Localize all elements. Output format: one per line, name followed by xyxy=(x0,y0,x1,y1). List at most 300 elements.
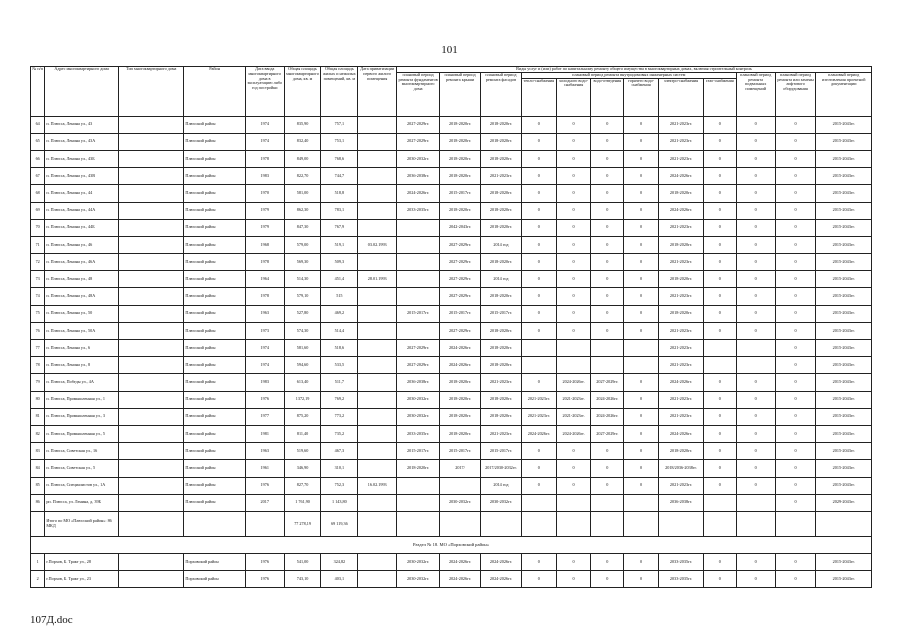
cell-year: 1976 xyxy=(245,554,284,571)
cell-n: 72 xyxy=(31,254,45,271)
cell-found: 2027-2029гг. xyxy=(397,116,440,133)
cell-n: 86 xyxy=(31,494,45,511)
cell-base: 0 xyxy=(736,460,775,477)
cell-priv xyxy=(358,185,397,202)
cell-hot: 0 xyxy=(624,236,659,253)
cell-priv xyxy=(358,254,397,271)
cell-hot: 0 xyxy=(624,374,659,391)
cell-sewer: 0 xyxy=(591,271,624,288)
cell-elec: 2021-2023гг. xyxy=(658,477,703,494)
cell-area: 847,30 xyxy=(284,219,321,236)
cell-facade: 2024-2026гг. xyxy=(481,554,522,571)
cell-facade: 2024-2026гг. xyxy=(481,571,522,588)
cell-proj: 2015-2043гг. xyxy=(816,340,872,357)
cell-cold: 0 xyxy=(556,116,591,133)
cell-hot: 0 xyxy=(624,391,659,408)
cell-gas: 0 xyxy=(703,271,736,288)
cell-hot: 0 xyxy=(624,168,659,185)
cell-area: 613,40 xyxy=(284,374,321,391)
cell-roof: 2018-2020гг. xyxy=(440,408,481,425)
cell-base xyxy=(736,494,775,511)
table-row xyxy=(31,571,872,588)
cell-year: 1974 xyxy=(245,133,284,150)
cell-priv xyxy=(358,554,397,571)
table-row xyxy=(31,322,872,339)
cell-elec: 2021-2023гг. xyxy=(658,322,703,339)
cell-priv xyxy=(358,391,397,408)
cell-cold: 0 xyxy=(556,254,591,271)
cell-n: 66 xyxy=(31,150,45,167)
cell-type xyxy=(118,460,183,477)
cell-gas: 0 xyxy=(703,554,736,571)
cell-address: г.Порхов, Б. Тракт ул., 28 xyxy=(45,554,119,571)
cell-gas: 0 xyxy=(703,168,736,185)
cell-year: 1974 xyxy=(245,340,284,357)
cell-hot: 0 xyxy=(624,288,659,305)
cell-sewer: 2024-2026гг. xyxy=(591,408,624,425)
cell-n: 67 xyxy=(31,168,45,185)
cell-heat xyxy=(521,494,556,511)
cell-facade: 2018-2020гг. xyxy=(481,357,522,374)
cell-area: 849,00 xyxy=(284,150,321,167)
cell-sewer: 0 xyxy=(591,477,624,494)
cell-roof: 2027-2029гг. xyxy=(440,236,481,253)
cell-proj: 2015-2043гг. xyxy=(816,391,872,408)
cell-lift: 0 xyxy=(775,185,816,202)
table-row xyxy=(31,374,872,391)
header-cold-water: холодного водо-снабжения xyxy=(556,78,591,116)
cell-n: 65 xyxy=(31,133,45,150)
cell-lift: 0 xyxy=(775,116,816,133)
cell-gas: 0 xyxy=(703,305,736,322)
header-facade: плановый период ремонта фасадов xyxy=(481,72,522,116)
cell-found: 2036-2038гг. xyxy=(397,374,440,391)
cell-type xyxy=(118,305,183,322)
cell-hot: 0 xyxy=(624,271,659,288)
cell-lift: 0 xyxy=(775,305,816,322)
cell-cold: 0 xyxy=(556,322,591,339)
cell-gas: 0 xyxy=(703,425,736,442)
cell-area: 541,00 xyxy=(284,554,321,571)
cell-found: 2015-2017гг. xyxy=(397,443,440,460)
cell-address: п. Плюсса, Ленина ул., 43 xyxy=(45,116,119,133)
cell-year: 1974 xyxy=(245,116,284,133)
cell-found xyxy=(397,254,440,271)
cell-found xyxy=(397,236,440,253)
cell-roof: 2018-2020гг. xyxy=(440,133,481,150)
cell-heat: 0 xyxy=(521,477,556,494)
cell-elec: 2036-2038гг. xyxy=(658,494,703,511)
cell-proj: 2015-2043гг. xyxy=(816,460,872,477)
cell-lift: 0 xyxy=(775,254,816,271)
cell-year: 1974 xyxy=(245,357,284,374)
cell-district: Плюсский район xyxy=(184,236,245,253)
cell-district: Плюсский район xyxy=(184,133,245,150)
empty-cell xyxy=(775,511,816,536)
cell-type xyxy=(118,391,183,408)
cell-district: Плюсский район xyxy=(184,271,245,288)
cell-heat: 0 xyxy=(521,322,556,339)
cell-address: п. Плюсса, Ленина ул., 50 xyxy=(45,305,119,322)
cell-type xyxy=(118,340,183,357)
cell-cold: 0 xyxy=(556,554,591,571)
cell-heat: 2021-2023гг. xyxy=(521,391,556,408)
cell-lift: 0 xyxy=(775,236,816,253)
cell-sewer: 0 xyxy=(591,443,624,460)
cell-type xyxy=(118,133,183,150)
cell-cold: 0 xyxy=(556,271,591,288)
cell-hot: 0 xyxy=(624,460,659,477)
cell-cold: 0 xyxy=(556,133,591,150)
cell-address: п. Плюсса, Советская ул., 5 xyxy=(45,460,119,477)
empty-cell xyxy=(736,511,775,536)
cell-type xyxy=(118,443,183,460)
cell-sewer: 0 xyxy=(591,460,624,477)
cell-hot: 0 xyxy=(624,477,659,494)
cell-base: 0 xyxy=(736,374,775,391)
cell-year: 1963 xyxy=(245,443,284,460)
cell-roof: 2015-2017гг. xyxy=(440,185,481,202)
header-project-docs: плановый период изготовления проектной документации xyxy=(816,72,872,116)
cell-res-area: 451,4 xyxy=(321,271,358,288)
cell-area: 811,40 xyxy=(284,425,321,442)
cell-priv xyxy=(358,288,397,305)
cell-year: 1977 xyxy=(245,408,284,425)
cell-facade: 2018-2020гг. xyxy=(481,185,522,202)
cell-n: 78 xyxy=(31,357,45,374)
cell-facade: 2015-2017гг. xyxy=(481,305,522,322)
cell-year: 1983 xyxy=(245,374,284,391)
cell-proj: 2015-2043гг. xyxy=(816,185,872,202)
cell-heat: 2021-2023гг. xyxy=(521,408,556,425)
cell-found xyxy=(397,494,440,511)
cell-address: п. Плюсса, Ленина ул., 44 xyxy=(45,185,119,202)
table-row xyxy=(31,185,872,202)
cell-priv xyxy=(358,150,397,167)
cell-found: 2030-2032гг. xyxy=(397,554,440,571)
cell-gas: 0 xyxy=(703,374,736,391)
cell-lift: 0 xyxy=(775,168,816,185)
cell-n: 73 xyxy=(31,271,45,288)
cell-lift: 0 xyxy=(775,571,816,588)
cell-priv xyxy=(358,340,397,357)
cell-hot: 0 xyxy=(624,116,659,133)
cell-area: 569,30 xyxy=(284,254,321,271)
header-works-group: Виды услуг и (или) работ по капитальному ремонту общего имущества в многоквартирных домах, включая строительный контроль xyxy=(397,67,872,73)
cell-proj: 2015-2043гг. xyxy=(816,477,872,494)
cell-priv xyxy=(358,374,397,391)
cell-n: 1 xyxy=(31,554,45,571)
cell-found: 2018-2020гг. xyxy=(397,460,440,477)
cell-district: Плюсский район xyxy=(184,494,245,511)
table-row xyxy=(31,133,872,150)
cell-type xyxy=(118,571,183,588)
section-row xyxy=(31,536,872,553)
cell-found xyxy=(397,288,440,305)
cell-facade: 2018-2020гг. xyxy=(481,202,522,219)
cell-type xyxy=(118,554,183,571)
cell-proj: 2015-2043гг. xyxy=(816,254,872,271)
header-address: Адрес многоквартирного дома xyxy=(45,67,119,117)
cell-heat: 0 xyxy=(521,271,556,288)
table-row xyxy=(31,554,872,571)
cell-gas xyxy=(703,357,736,374)
cell-roof: 2018-2020гг. xyxy=(440,202,481,219)
cell-res-area: 514,4 xyxy=(321,322,358,339)
cell-year: 1973 xyxy=(245,322,284,339)
cell-priv xyxy=(358,322,397,339)
cell-heat: 0 xyxy=(521,133,556,150)
empty-cell xyxy=(624,511,659,536)
cell-proj: 2015-2043гг. xyxy=(816,168,872,185)
cell-base: 0 xyxy=(736,236,775,253)
cell-cold: 2024-2026гг. xyxy=(556,374,591,391)
cell-district: Плюсский район xyxy=(184,305,245,322)
cell-address: п. Плюсса, Советская ул., 16 xyxy=(45,443,119,460)
cell-district: Плюсский район xyxy=(184,460,245,477)
cell-priv xyxy=(358,305,397,322)
cell-priv xyxy=(358,133,397,150)
cell-lift: 0 xyxy=(775,150,816,167)
cell-gas: 0 xyxy=(703,391,736,408)
cell-area: 581,60 xyxy=(284,340,321,357)
cell-n: 83 xyxy=(31,443,45,460)
cell-area: 519,60 xyxy=(284,443,321,460)
table-row xyxy=(31,477,872,494)
cell-cold: 0 xyxy=(556,185,591,202)
cell-district: Плюсский район xyxy=(184,340,245,357)
empty-cell xyxy=(31,511,45,536)
cell-res-area: 467,3 xyxy=(321,443,358,460)
cell-year: 2017 xyxy=(245,494,284,511)
cell-n: 2 xyxy=(31,571,45,588)
header-district: Район xyxy=(184,67,245,117)
cell-facade: 2014 год xyxy=(481,236,522,253)
empty-cell xyxy=(703,511,736,536)
cell-n: 69 xyxy=(31,202,45,219)
cell-district: Плюсский район xyxy=(184,254,245,271)
cell-base: 0 xyxy=(736,116,775,133)
table-row xyxy=(31,168,872,185)
cell-year: 1978 xyxy=(245,288,284,305)
cell-base: 0 xyxy=(736,571,775,588)
table-row xyxy=(31,271,872,288)
cell-hot: 0 xyxy=(624,408,659,425)
cell-elec: 2024-2026гг. xyxy=(658,168,703,185)
cell-found xyxy=(397,322,440,339)
cell-sewer: 2024-2026гг. xyxy=(591,391,624,408)
cell-area: 346,90 xyxy=(284,460,321,477)
cell-facade: 2018-2020гг. xyxy=(481,288,522,305)
empty-cell xyxy=(440,511,481,536)
cell-type xyxy=(118,254,183,271)
cell-sewer: 0 xyxy=(591,150,624,167)
cell-heat: 0 xyxy=(521,571,556,588)
empty-cell xyxy=(591,511,624,536)
cell-hot xyxy=(624,340,659,357)
cell-res-area: 533,5 xyxy=(321,357,358,374)
cell-base: 0 xyxy=(736,254,775,271)
cell-base: 0 xyxy=(736,443,775,460)
cell-heat: 0 xyxy=(521,150,556,167)
cell-lift: 0 xyxy=(775,443,816,460)
cell-lift: 0 xyxy=(775,202,816,219)
cell-gas: 0 xyxy=(703,254,736,271)
cell-res-area: 1 143,80 xyxy=(321,494,358,511)
cell-elec: 2021-2023гг. xyxy=(658,219,703,236)
cell-heat: 0 xyxy=(521,460,556,477)
cell-proj: 2015-2043гг. xyxy=(816,357,872,374)
cell-lift: 0 xyxy=(775,219,816,236)
cell-sewer: 0 xyxy=(591,236,624,253)
cell-sewer xyxy=(591,340,624,357)
cell-roof: 2024-2026гг. xyxy=(440,571,481,588)
cell-proj: 2015-2043гг. xyxy=(816,219,872,236)
cell-heat: 2024-2026гг. xyxy=(521,425,556,442)
cell-address: п. Плюсса, Ленина ул., 44Б xyxy=(45,219,119,236)
cell-res-area: 769,2 xyxy=(321,391,358,408)
cell-heat: 0 xyxy=(521,443,556,460)
cell-res-area: 310,1 xyxy=(321,460,358,477)
cell-roof: 2024-2026гг. xyxy=(440,554,481,571)
cell-priv xyxy=(358,425,397,442)
cell-found: 2027-2029гг. xyxy=(397,340,440,357)
cell-found: 2033-2035гг. xyxy=(397,425,440,442)
cell-proj: 2015-2043гг. xyxy=(816,271,872,288)
cell-cold: 0 xyxy=(556,219,591,236)
header-basement: плановый период ремонта подвальных помещений xyxy=(736,72,775,116)
cell-facade: 2018-2020гг. xyxy=(481,150,522,167)
cell-gas: 0 xyxy=(703,443,736,460)
cell-found: 2030-2032гг. xyxy=(397,571,440,588)
cell-address: п. Плюсса, Промышленная ул., 5 xyxy=(45,425,119,442)
cell-cold: 0 xyxy=(556,202,591,219)
cell-area: 581,00 xyxy=(284,185,321,202)
cell-cold xyxy=(556,494,591,511)
table-row xyxy=(31,408,872,425)
cell-cold xyxy=(556,357,591,374)
cell-res-area: 773,2 xyxy=(321,408,358,425)
cell-facade: 2014 год xyxy=(481,271,522,288)
cell-proj: 2015-2043гг. xyxy=(816,425,872,442)
cell-lift: 0 xyxy=(775,477,816,494)
cell-found: 2027-2029гг. xyxy=(397,357,440,374)
cell-n: 74 xyxy=(31,288,45,305)
cell-priv: 16.02.1993 xyxy=(358,477,397,494)
cell-base: 0 xyxy=(736,408,775,425)
cell-heat: 0 xyxy=(521,374,556,391)
cell-hot: 0 xyxy=(624,425,659,442)
cell-elec: 2021-2023гг. xyxy=(658,391,703,408)
cell-district: Плюсский район xyxy=(184,150,245,167)
cell-proj: 2015-2043гг. xyxy=(816,305,872,322)
cell-district: Порховский район xyxy=(184,571,245,588)
cell-address: п. Плюсса, Ленина ул., 46А xyxy=(45,254,119,271)
cell-gas: 0 xyxy=(703,322,736,339)
cell-res-area: 519,1 xyxy=(321,236,358,253)
table-row xyxy=(31,254,872,271)
cell-elec: 2018/2036-2038гг. xyxy=(658,460,703,477)
cell-cold: 2024-2026гг. xyxy=(556,425,591,442)
table-row xyxy=(31,202,872,219)
cell-area: 1 761,90 xyxy=(284,494,321,511)
header-elevator: плановый период ремонта или замены лифтового оборудования xyxy=(775,72,816,116)
cell-type xyxy=(118,425,183,442)
cell-sewer: 0 xyxy=(591,185,624,202)
header-gas: газо-снабжения xyxy=(703,78,736,116)
cell-base: 0 xyxy=(736,133,775,150)
cell-hot: 0 xyxy=(624,219,659,236)
cell-area: 574,30 xyxy=(284,322,321,339)
cell-elec: 2021-2023гг. xyxy=(658,150,703,167)
cell-sewer xyxy=(591,357,624,374)
cell-area: 822,70 xyxy=(284,168,321,185)
cell-address: п. Плюсса, Ленина ул., 50А xyxy=(45,322,119,339)
cell-base: 0 xyxy=(736,477,775,494)
cell-district: Плюсский район xyxy=(184,202,245,219)
cell-found xyxy=(397,271,440,288)
cell-roof: 2030-2032гг. xyxy=(440,494,481,511)
cell-heat: 0 xyxy=(521,305,556,322)
cell-priv xyxy=(358,408,397,425)
cell-elec: 2021-2023гг. xyxy=(658,116,703,133)
cell-roof xyxy=(440,477,481,494)
cell-cold: 0 xyxy=(556,460,591,477)
cell-year: 1981 xyxy=(245,425,284,442)
cell-lift: 0 xyxy=(775,271,816,288)
cell-facade: 2018-2020гг. xyxy=(481,254,522,271)
cell-type xyxy=(118,357,183,374)
cell-res-area: 403,1 xyxy=(321,571,358,588)
cell-gas: 0 xyxy=(703,185,736,202)
cell-roof: 2018-2020гг. xyxy=(440,116,481,133)
cell-gas xyxy=(703,340,736,357)
cell-address: п. Плюсса, Промышленная ул., 1 xyxy=(45,391,119,408)
cell-base xyxy=(736,357,775,374)
table-row xyxy=(31,357,872,374)
cell-sewer: 0 xyxy=(591,219,624,236)
header-residential-area: Общая площадь жилых и нежилых помещений, кв. м xyxy=(321,67,358,117)
cell-gas: 0 xyxy=(703,219,736,236)
header-num: № п/п xyxy=(31,67,45,117)
cell-priv xyxy=(358,219,397,236)
cell-gas: 0 xyxy=(703,408,736,425)
cell-proj: 2015-2043гг. xyxy=(816,288,872,305)
cell-district: Плюсский район xyxy=(184,168,245,185)
table-row xyxy=(31,340,872,357)
cell-proj: 2015-2043гг. xyxy=(816,322,872,339)
cell-n: 85 xyxy=(31,477,45,494)
header-year: Дата ввода многоквартирного дома в эксплуатацию либо год постройки xyxy=(245,67,284,117)
cell-year: 1983 xyxy=(245,168,284,185)
cell-base: 0 xyxy=(736,554,775,571)
cell-heat: 0 xyxy=(521,554,556,571)
table-row xyxy=(31,305,872,322)
total-area: 77 278,19 xyxy=(284,511,321,536)
cell-heat: 0 xyxy=(521,185,556,202)
cell-facade: 2021-2023гг. xyxy=(481,374,522,391)
cell-district: Плюсский район xyxy=(184,357,245,374)
cell-district: Плюсский район xyxy=(184,185,245,202)
header-roof: плановый период ремонта крыши xyxy=(440,72,481,116)
cell-address: п. Плюсса, Ленина ул., 43В xyxy=(45,168,119,185)
cell-lift: 0 xyxy=(775,391,816,408)
cell-res-area: 753,1 xyxy=(321,133,358,150)
cell-found xyxy=(397,219,440,236)
cell-area: 743,10 xyxy=(284,571,321,588)
cell-district: Плюсский район xyxy=(184,116,245,133)
cell-type xyxy=(118,202,183,219)
